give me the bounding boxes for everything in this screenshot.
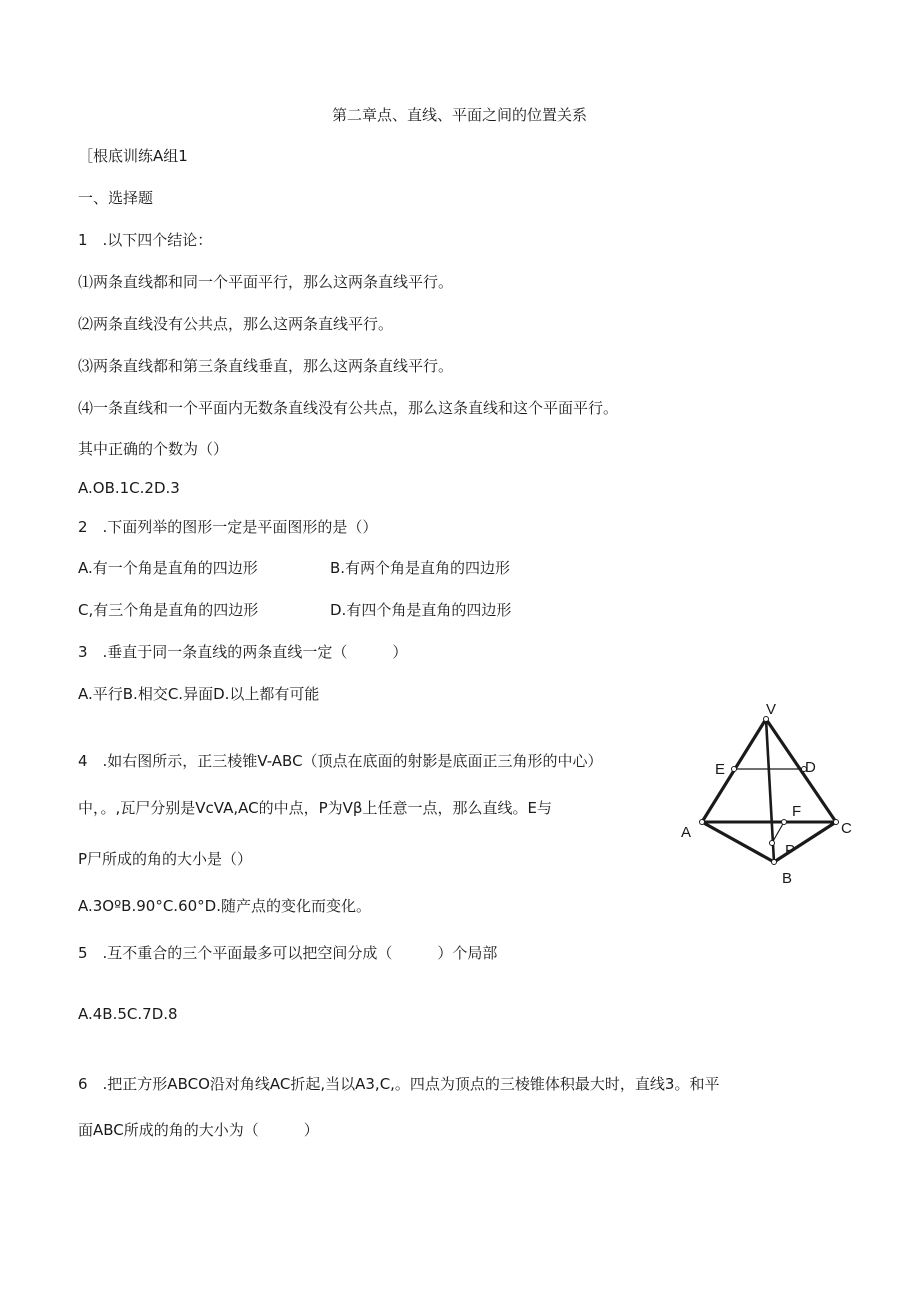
segment-fp xyxy=(772,822,784,843)
q1-item-1: ⑴两条直线都和同一个平面平行，那么这两条直线平行。 xyxy=(78,273,454,291)
label-v: V xyxy=(766,701,777,718)
label-p: P xyxy=(785,842,796,859)
label-c: C xyxy=(841,820,852,837)
q2-option-d: D.有四个角是直角的四边形 xyxy=(330,601,512,619)
q6-stem-line-2: 面ABC所成的角的大小为（ ） xyxy=(78,1121,319,1139)
edge-bc xyxy=(774,822,836,862)
point-e xyxy=(732,767,737,772)
label-e: E xyxy=(715,761,726,778)
q4-stem-line-3: P尸所成的角的大小是（） xyxy=(78,850,253,868)
q1-options: A.OB.1C.2D.3 xyxy=(78,479,180,497)
section-header: ［根底训练A组1 xyxy=(78,147,188,165)
q1-item-4: ⑷一条直线和一个平面内无数条直线没有公共点，那么这条直线和这个平面平行。 xyxy=(78,399,619,417)
q2-option-a: A.有一个角是直角的四边形 xyxy=(78,559,258,577)
page-title: 第二章点、直线、平面之间的位置关系 xyxy=(332,106,588,124)
q4-stem-line-1: 4 .如右图所示，正三棱锥V-ABC（顶点在底面的射影是底面正三角形的中心） xyxy=(78,752,603,770)
part-title: 一、选择题 xyxy=(78,189,154,207)
label-a: A xyxy=(681,824,692,841)
point-p xyxy=(770,841,775,846)
label-b: B xyxy=(782,870,793,887)
edge-ab xyxy=(702,822,774,862)
q2-option-b: B.有两个角是直角的四边形 xyxy=(330,559,511,577)
q3-stem: 3 .垂直于同一条直线的两条直线一定（ ） xyxy=(78,643,408,661)
point-b xyxy=(772,860,777,865)
label-f: F xyxy=(792,803,802,820)
q1-stem: 1 .以下四个结论： xyxy=(78,231,213,249)
q1-item-3: ⑶两条直线都和第三条直线垂直，那么这两条直线平行。 xyxy=(78,357,454,375)
q4-stem-line-2: 中，。,瓦尸分别是VcVA,AC的中点，P为Vβ上任意一点，那么直线。E与 xyxy=(78,799,552,817)
point-c xyxy=(834,820,839,825)
q1-item-2: ⑵两条直线没有公共点，那么这两条直线平行。 xyxy=(78,315,394,333)
point-f xyxy=(782,820,787,825)
q5-options: A.4B.5C.7D.8 xyxy=(78,1005,178,1023)
point-a xyxy=(700,820,705,825)
label-d: D xyxy=(805,759,816,776)
q2-stem: 2 .下面列举的图形一定是平面图形的是（） xyxy=(78,518,378,536)
q5-stem: 5 .互不重合的三个平面最多可以把空间分成（ ）个局部 xyxy=(78,944,498,962)
q6-stem-line-1: 6 .把正方形ABCO沿对角线AC折起,当以A3,C,。四点为顶点的三棱锥体积最大时，直线3。和平 xyxy=(78,1075,720,1093)
q1-ask: 其中正确的个数为（） xyxy=(78,440,229,458)
q2-option-c: C,有三个角是直角的四边形 xyxy=(78,601,259,619)
q4-options: A.3OºB.90°C.60°D.随产点的变化而变化。 xyxy=(78,897,371,915)
q3-options: A.平行B.相交C.异面D.以上都有可能 xyxy=(78,685,320,703)
